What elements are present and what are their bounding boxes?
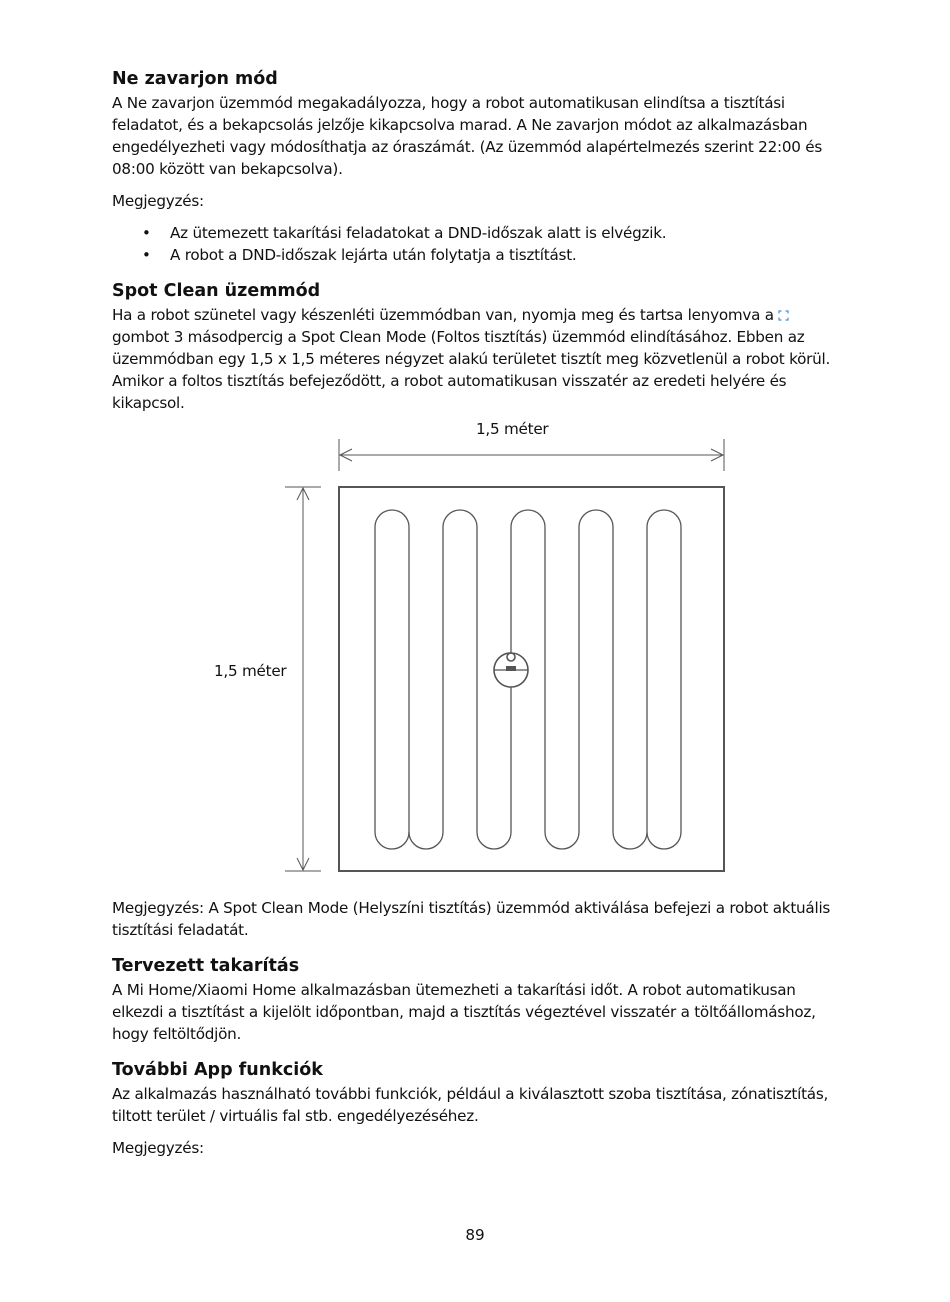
spot-clean-paragraph: Ha a robot szünetel vagy készenléti üzemmódban van, nyomja meg és tartsa lenyomva a gombot 3 másodpercig a Spot Clean Mode (Foltos tisztítás) üzemmód elindításához. Ebben az üzemmódban egy 1,5 x 1,5 méteres négyzet alakú területet tisztít meg közvetlenül a robot körül. Amikor a foltos tisztítás befejeződött, a robot automatikusan visszatér az eredeti helyére és kikapcsol. bbox=[112, 306, 831, 412]
page-number: 89 bbox=[465, 1226, 485, 1244]
bullet-icon: • bbox=[142, 246, 151, 264]
dnd-note-label: Megjegyzés: bbox=[112, 192, 204, 210]
app-functions-paragraph: Az alkalmazás használható további funkciók, például a kiválasztott szoba tisztítása, zónatisztítás, tiltott terület / virtuális fal stb. engedélyezéséhez. bbox=[112, 1085, 829, 1125]
bullet-icon: • bbox=[142, 224, 151, 242]
list-item: • Az ütemezett takarítási feladatokat a DND-időszak alatt is elvégzik. bbox=[142, 224, 667, 242]
spot-clean-note: Megjegyzés: A Spot Clean Mode (Helyszíni tisztítás) üzemmód aktiválása befejezi a robot aktuális tisztítási feladatát. bbox=[112, 899, 831, 939]
list-item: • A robot a DND-időszak lejárta után folytatja a tisztítást. bbox=[142, 246, 577, 264]
scheduled-paragraph: A Mi Home/Xiaomi Home alkalmazásban ütemezheti a takarítási időt. A robot automatikusan elkezdi a tisztítást a kijelölt időpontban, majd a tisztítás végeztével visszatér a töltőállomáshoz, hogy feltöltődjön. bbox=[112, 981, 816, 1043]
cleaning-path bbox=[375, 510, 681, 849]
section-heading-dnd: Ne zavarjon mód bbox=[112, 69, 278, 89]
cleaning-area-square bbox=[339, 487, 724, 871]
height-label: 1,5 méter bbox=[214, 662, 287, 680]
spot-clean-icon bbox=[778, 305, 789, 316]
document-page bbox=[112, 66, 842, 1159]
section-heading-app-functions: További App funkciók bbox=[112, 1060, 323, 1080]
dnd-note-list bbox=[112, 222, 842, 266]
section-heading-scheduled: Tervezett takarítás bbox=[112, 956, 300, 976]
dnd-paragraph: A Ne zavarjon üzemmód megakadályozza, hogy a robot automatikusan elindítsa a tisztítási feladatot, és a bekapcsolás jelzője kikapcsolva marad. A Ne zavarjon módot az alkalmazásban engedélyezheti vagy módosíthatja az óraszámát. (Az üzemmód alapértelmezés szerint 22:00 és 08:00 között van bekapcsolva). bbox=[112, 94, 823, 178]
robot-vacuum-icon bbox=[494, 653, 528, 687]
app-note-label: Megjegyzés: bbox=[112, 1139, 204, 1157]
spot-clean-diagram bbox=[112, 414, 842, 884]
width-label: 1,5 méter bbox=[476, 420, 549, 438]
section-heading-spot-clean: Spot Clean üzemmód bbox=[112, 281, 321, 301]
